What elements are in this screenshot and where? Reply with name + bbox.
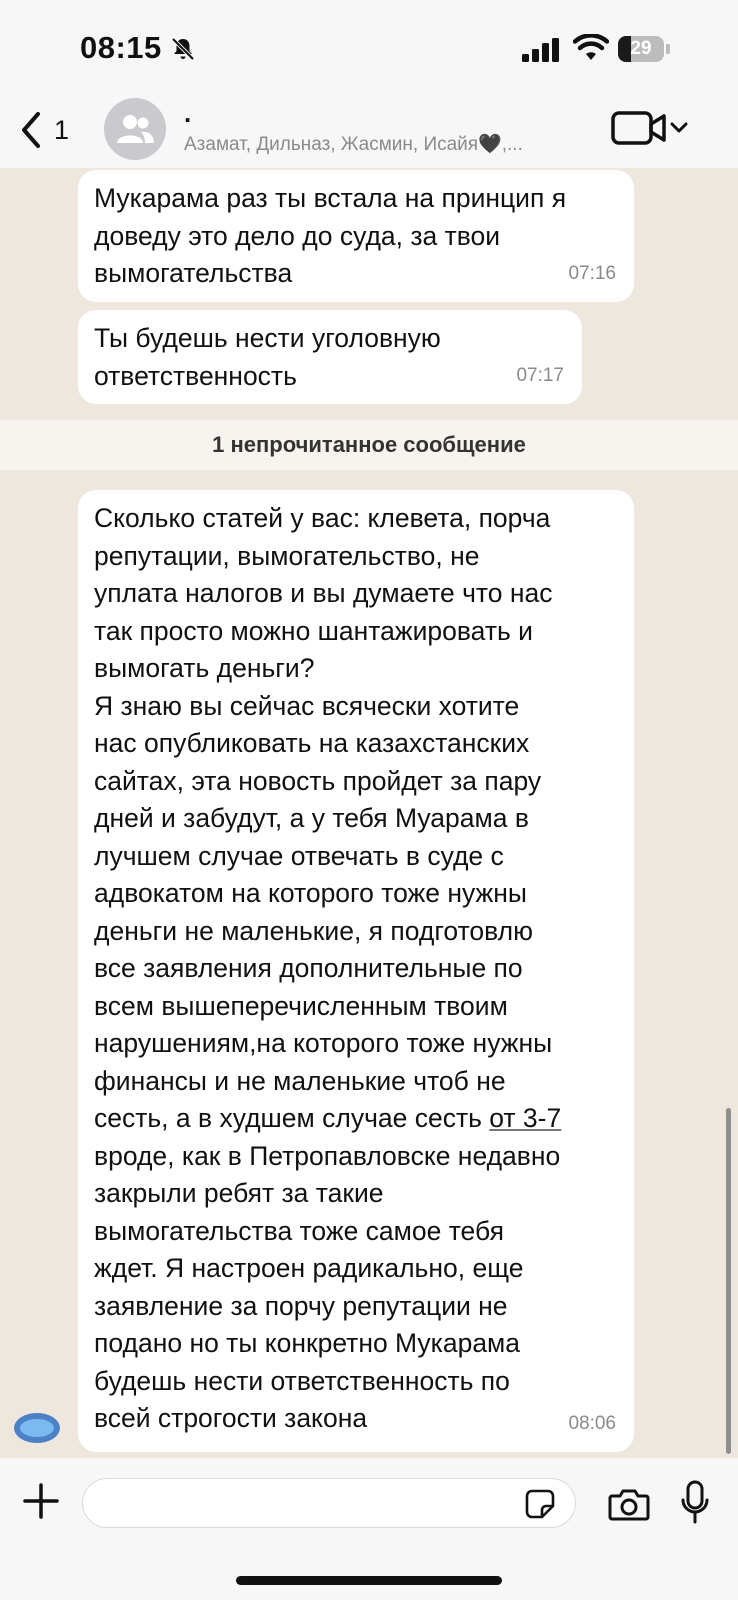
wifi-icon (573, 34, 609, 62)
unread-messages-banner (0, 420, 738, 470)
message-bubble[interactable] (78, 170, 634, 302)
chat-participants[interactable]: Азамат, Дильназ, Жасмин, Исайя🖤,... (184, 134, 523, 155)
input-bar (0, 1458, 738, 1600)
message-bubble[interactable] (78, 490, 634, 1452)
scrollbar[interactable] (726, 1108, 731, 1454)
message-text (94, 500, 618, 1438)
message-text-part: вроде, как в Петропавловске недавно закрыли ребят за такие вымогательства тоже самое тебя ждет. Я настроен радикально, еще заявление за порчу репутации не подано но ты конкретно Мукарама будешь нести ответственность по всей строгости закона (94, 1140, 561, 1433)
camera-icon[interactable] (608, 1486, 650, 1522)
message-time: 07:16 (568, 262, 616, 284)
message-time: 08:06 (568, 1412, 616, 1434)
battery-percent: 29 (630, 38, 652, 59)
unread-banner-label: 1 непрочитанное сообщение (212, 432, 526, 457)
message-time: 07:17 (516, 364, 564, 386)
message-text: Ты будешь нести уголовную ответственность (94, 323, 441, 391)
group-avatar[interactable] (104, 98, 166, 160)
message-bubble[interactable] (78, 310, 582, 404)
chevron-left-icon (18, 110, 44, 150)
plus-icon[interactable] (22, 1482, 60, 1520)
status-time: 08:15 (80, 30, 162, 65)
unread-chats-count: 1 (54, 114, 70, 145)
cellular-signal-icon (522, 38, 562, 62)
chat-header (0, 90, 738, 168)
sticker-icon[interactable] (524, 1488, 556, 1520)
video-call-icon[interactable] (610, 110, 690, 146)
chat-title[interactable]: . (184, 98, 192, 128)
status-bar (0, 0, 738, 90)
battery-indicator (618, 36, 670, 62)
home-indicator[interactable] (236, 1576, 502, 1585)
message-link[interactable]: от 3-7 (489, 1103, 562, 1133)
message-text-part: Сколько статей у вас: клевета, порча репутации, вымогательство, не уплата налогов и вы думаете что нас так просто можно шантажировать и вымогать деньги? Я знаю вы сейчас всячески хотите нас опубликовать на казахстанских сайтах, эта новость пройдет за пару дней и забудут, а у тебя Муарама в лучшем случае отвечать в суде с адвокатом на которого тоже нужны деньги не маленькие, я подготовлю все заявления дополнительные по всем вышеперечисленным твоим нарушениям,на которого тоже нужны финансы и не маленькие чтоб не сесть, а в худшем случае сесть (94, 503, 553, 1133)
message-text: Мукарама раз ты встала на принцип я доведу это дело до суда, за твои вымогательства (94, 183, 567, 288)
bell-muted-icon (170, 36, 196, 62)
group-people-icon (115, 113, 155, 145)
message-input[interactable] (82, 1478, 576, 1528)
microphone-icon[interactable] (680, 1480, 710, 1526)
back-button[interactable] (18, 110, 69, 150)
watermark-logo (12, 1410, 62, 1446)
